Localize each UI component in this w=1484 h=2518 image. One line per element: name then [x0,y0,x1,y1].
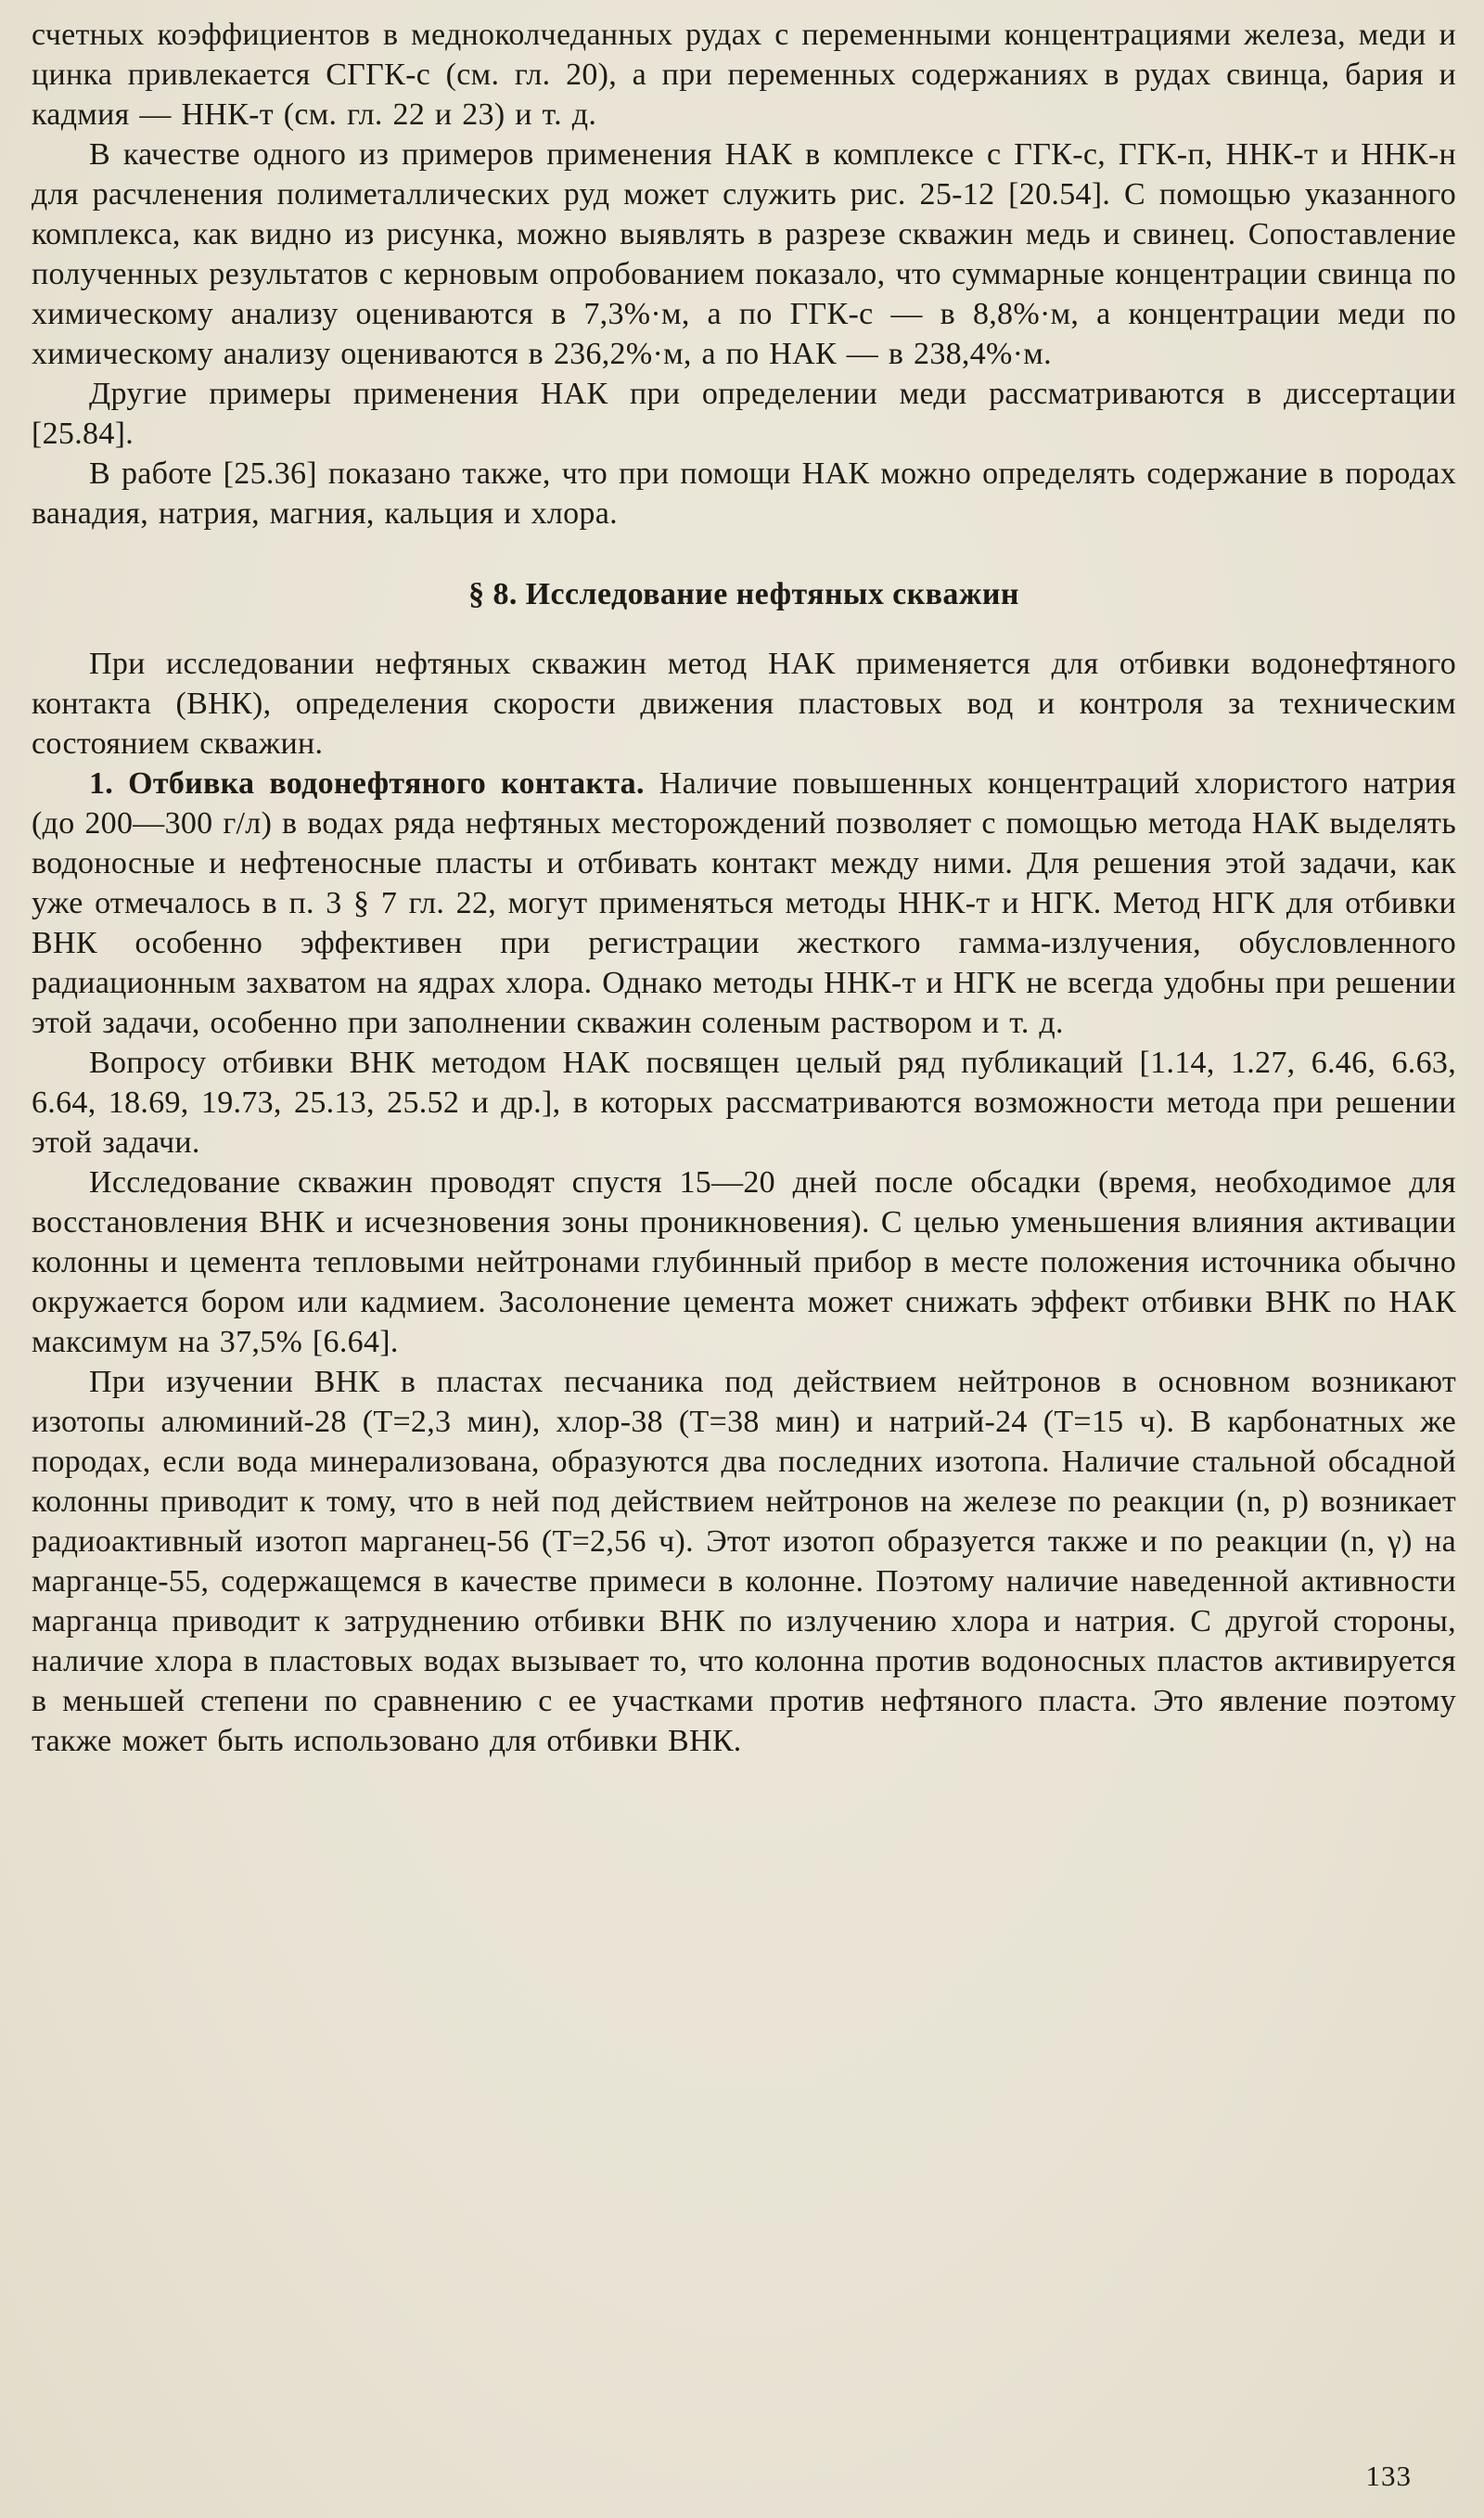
paragraph: В качестве одного из примеров применения НАК в комплексе с ГГК-с, ГГК-п, ННК-т и ННК-н для расчленения полиметаллических руд может служить рис. 25-12 [20.54]. С помощью указанного комплекса, как видно из рисунка, можно выявлять в разрезе скважин медь и свинец. Сопоставление полученных результатов с керновым опробованием показало, что суммарные концентрации свинца по химическому анализу оцениваются в 7,3%·м, а по ГГК-с — в 8,8%·м, а концентрации меди по химическому анализу оцениваются в 236,2%·м, а по НАК — в 238,4%·м. [32,137,1456,371]
paragraph-text: Наличие повышенных концентраций хлористого натрия (до 200—300 г/л) в водах ряда нефтяных месторождений позволяет с помощью метода НАК выделять водоносные и нефтеносные пласты и отбивать контакт между ними. Для решения этой задачи, как уже отмечалось в п. 3 § 7 гл. 22, могут применяться методы ННК-т и НГК. Метод НГК для отбивки ВНК особенно эффективен при регистрации жесткого гамма-излучения, обусловленного радиационным захватом на ядрах хлора. Однако методы ННК-т и НГК не всегда удобны при решении этой задачи, особенно при заполнении скважин соленым раствором и т. д. [32,766,1456,1040]
section-heading: § 8. Исследование нефтяных скважин [468,577,1019,611]
paragraph: При изучении ВНК в пластах песчаника под действием нейтронов в основном возникают изотопы алюминий-28 (T=2,3 мин), хлор-38 (T=38 мин) и натрий-24 (T=15 ч). В карбонатных же породах, если вода минерализована, образуются два последних изотопа. Наличие стальной обсадной колонны приводит к тому, что в ней под действием нейтронов на железе по реакции (n, p) возникает радиоактивный изотоп марганец-56 (T=2,56 ч). Этот изотоп образуется также и по реакции (n, γ) на марганце-55, содержащемся в качестве примеси в колонне. Поэтому наличие наведенной активности марганца приводит к затруднению отбивки ВНК по излучению хлора и натрия. С другой стороны, наличие хлора в пластовых водах вызывает то, что колонна против водоносных пластов активируется в меньшей степени по сравнению с ее участками против нефтяного пласта. Это явление поэтому также может быть использовано для отбивки ВНК. [32,1365,1456,1758]
page-number: 133 [1365,2460,1412,2492]
paragraph-bold-lead: 1. Отбивка водонефтяного контакта. [89,766,645,801]
paragraph: Вопросу отбивки ВНК методом НАК посвящен целый ряд публикаций [1.14, 1.27, 6.46, 6.63, 6.64, 18.69, 19.73, 25.13, 25.52 и др.], в которых рассматриваются возможности метода при решении этой задачи. [32,1046,1456,1160]
paragraph: Другие примеры применения НАК при определении меди рассматриваются в диссертации [25.84]. [32,377,1456,451]
paragraph: При исследовании нефтяных скважин метод НАК применяется для отбивки водонефтяного контакта (ВНК), определения скорости движения пластовых вод и контроля за техническим состоянием скважин. [32,647,1456,761]
paragraph: Исследование скважин проводят спустя 15—20 дней после обсадки (время, необходимое для восстановления ВНК и исчезновения зоны проникновения). С целью уменьшения влияния активации колонны и цемента тепловыми нейтронами глубинный прибор в месте положения источника обычно окружается бором или кадмием. Засолонение цемента может снижать эффект отбивки ВНК по НАК максимум на 37,5% [6.64]. [32,1165,1456,1359]
paragraph-continuation: счетных коэффициентов в медноколчеданных рудах с переменными концентрациями железа, меди и цинка привлекается СГГК-с (см. гл. 20), а при переменных содержаниях в рудах свинца, бария и кадмия — ННК-т (см. гл. 22 и 23) и т. д. [32,18,1456,132]
paragraph: В работе [25.36] показано также, что при помощи НАК можно определять содержание в породах ванадия, натрия, магния, кальция и хлора. [32,456,1456,531]
paragraph [32,764,1456,1043]
